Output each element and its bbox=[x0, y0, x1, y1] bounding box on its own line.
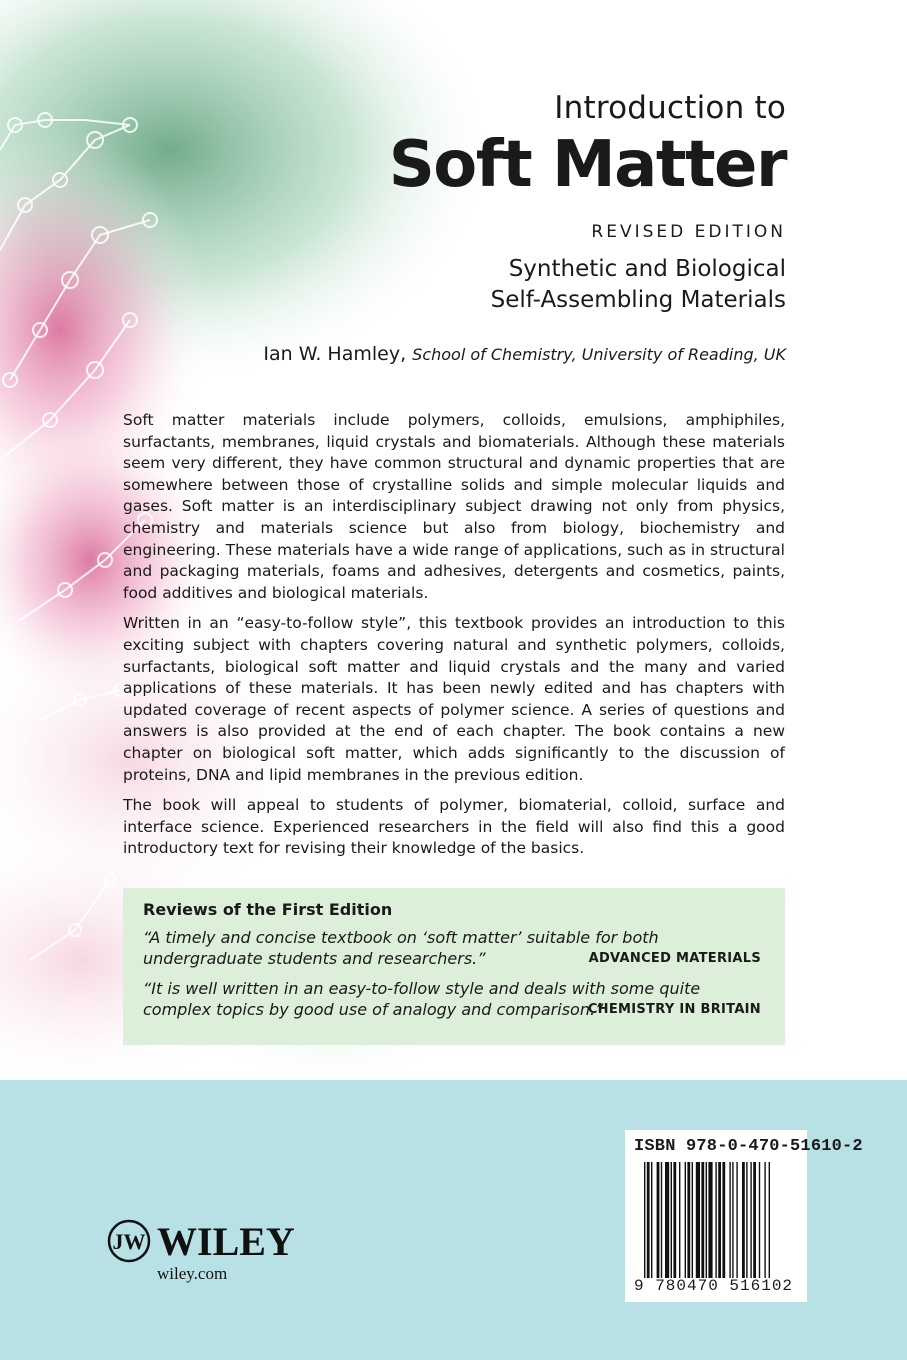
barcode-icon bbox=[644, 1162, 802, 1278]
barcode-bar bbox=[732, 1162, 733, 1278]
edition-label: REVISED EDITION bbox=[591, 222, 786, 242]
barcode-bar bbox=[679, 1162, 680, 1278]
barcode-bar bbox=[750, 1162, 751, 1278]
svg-text:JW: JW bbox=[112, 1229, 146, 1254]
description-paragraph-3: The book will appeal to students of polymer, biomaterial, colloid, surface and interface science. Experienced researchers in the field will also find this a good introductory text for revising their knowledge of the basics. bbox=[123, 796, 785, 858]
publisher-name: WILEY bbox=[157, 1219, 295, 1264]
barcode-bar bbox=[685, 1162, 686, 1278]
subtitle-line-2: Self-Assembling Materials bbox=[490, 287, 786, 313]
barcode-bar bbox=[651, 1162, 652, 1278]
review-source: ADVANCED MATERIALS bbox=[588, 951, 761, 966]
barcode-bar bbox=[665, 1162, 669, 1278]
book-description bbox=[123, 410, 785, 869]
barcode-digits: 9 780470 516102 bbox=[634, 1277, 794, 1295]
barcode-bar bbox=[753, 1162, 756, 1278]
review-quote bbox=[143, 927, 761, 969]
review-quote bbox=[143, 978, 761, 1020]
book-subtitle bbox=[491, 254, 786, 316]
series-title: Introduction to bbox=[554, 90, 786, 126]
barcode-bar bbox=[746, 1162, 747, 1278]
barcode-bar bbox=[708, 1162, 712, 1278]
author-line bbox=[263, 343, 786, 365]
barcode-bar bbox=[718, 1162, 721, 1278]
barcode-bar bbox=[729, 1162, 730, 1278]
barcode-bar bbox=[692, 1162, 693, 1278]
subtitle-line-1: Synthetic and Biological bbox=[508, 256, 786, 282]
barcode-bar bbox=[701, 1162, 704, 1278]
reviews-heading: Reviews of the First Edition bbox=[143, 900, 393, 919]
book-title: Soft Matter bbox=[388, 128, 786, 202]
barcode-bar bbox=[644, 1162, 645, 1278]
barcode-bar bbox=[647, 1162, 650, 1278]
barcode-bar bbox=[736, 1162, 737, 1278]
barcode-bar bbox=[706, 1162, 707, 1278]
description-paragraph-2: Written in an “easy-to-follow style”, this textbook provides an introduction to this exciting subject with chapters covering natural and synthetic polymers, colloids, surfactants, biological soft matter and liquid crystals and the many and varied applications of these materials. It has been newly edited and has chapters with updated coverage of recent aspects of polymer science. A series of questions and answers is also provided at the end of each chapter. The book contains a new chapter on biological soft matter, which adds significantly to the discussion of proteins, DNA and lipid membranes in the previous edition. bbox=[123, 614, 785, 784]
barcode-bar bbox=[673, 1162, 676, 1278]
review-text: “A timely and concise textbook on ‘soft matter’ suitable for both undergraduate students and researchers.” bbox=[143, 928, 659, 968]
barcode-bar bbox=[769, 1162, 770, 1278]
description-paragraph-1: Soft matter materials include polymers, colloids, emulsions, amphiphiles, surfactants, membranes, liquid crystals and biomaterials. Although these materials seem very different, they have common structural and dynamic properties that are somewhere between those of crystalline solids and simple molecular liquids and gases. Soft matter is an interdisciplinary subject drawing not only from physics, chemistry and materials science but also from biology, biochemistry and engineering. These materials have a wide range of applications, such as in structural and packaging materials, foams and adhesives, detergents and cosmetics, paints, food additives and biological materials. bbox=[123, 411, 785, 602]
barcode-bar bbox=[657, 1162, 660, 1278]
barcode-bar bbox=[687, 1162, 690, 1278]
review-source: CHEMISTRY IN BRITAIN bbox=[587, 1002, 761, 1017]
publisher-url: wiley.com bbox=[157, 1264, 228, 1283]
isbn-label: ISBN 978-0-470-51610-2 bbox=[634, 1137, 863, 1156]
review-text: “It is well written in an easy-to-follow style and deals with some quite complex topics by good use of analogy and comparison.” bbox=[143, 979, 701, 1019]
barcode-bar bbox=[742, 1162, 745, 1278]
barcode-bar bbox=[661, 1162, 662, 1278]
barcode-bar bbox=[764, 1162, 765, 1278]
reviews-box bbox=[123, 888, 785, 1045]
barcode-bar bbox=[671, 1162, 672, 1278]
barcode-bar bbox=[759, 1162, 760, 1278]
author-affiliation: School of Chemistry, University of Reading, UK bbox=[412, 345, 786, 364]
author-name: Ian W. Hamley, bbox=[263, 343, 407, 365]
barcode-bar bbox=[715, 1162, 716, 1278]
barcode-bar bbox=[696, 1162, 700, 1278]
barcode-bar bbox=[722, 1162, 725, 1278]
